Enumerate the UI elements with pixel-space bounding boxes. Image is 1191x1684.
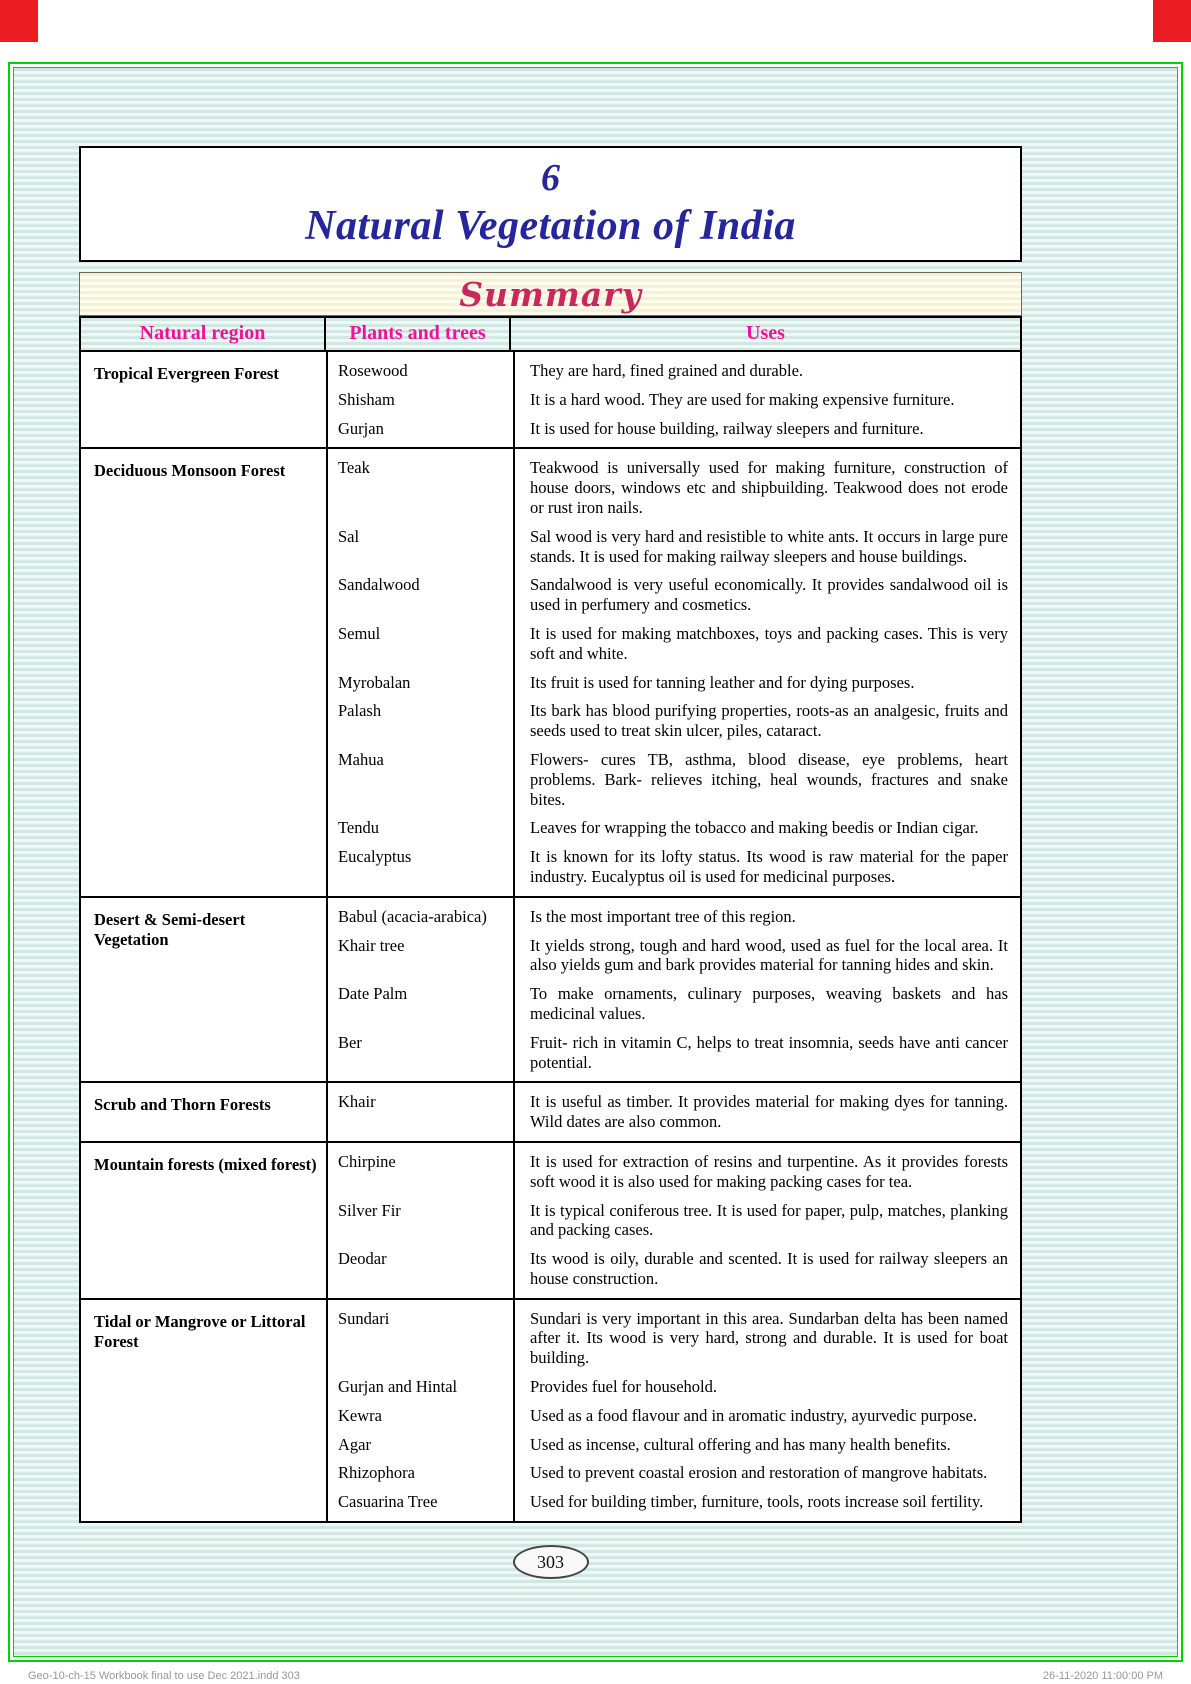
top-right-red-bar — [1153, 0, 1191, 42]
plant-use-subrows — [328, 352, 1020, 447]
plant-use-row — [328, 927, 1020, 976]
use-description: Sal wood is very hard and resistible to white ants. It occurs in large pure stands. It is used for making railway sleepers and house buildings. — [530, 526, 1008, 566]
region-group-row — [81, 1143, 1020, 1300]
vegetation-summary-table — [79, 316, 1022, 1523]
footer-left-text: Geo-10-ch-15 Workbook final to use Dec 2021.indd 303 — [28, 1670, 300, 1682]
green-page-frame — [8, 62, 1183, 1662]
plant-name: Semul — [338, 623, 381, 643]
region-group-row — [81, 898, 1020, 1084]
plant-name: Ber — [338, 1032, 362, 1052]
plant-use-row — [328, 1143, 1020, 1192]
use-description: Its bark has blood purifying properties, roots-as an analgesic, fruits and seeds used to treat skin ulcer, piles, cataract. — [530, 701, 1008, 741]
chapter-header-box — [79, 146, 1022, 262]
region-group-row — [81, 1083, 1020, 1143]
region-group-row — [81, 449, 1020, 897]
region-name: Desert & Semi-desert Vegetation — [81, 898, 328, 1082]
use-description: Sandalwood is very useful economically. It provides sandalwood oil is used in perfumery and cosmetics. — [530, 575, 1008, 615]
region-name: Scrub and Thorn Forests — [81, 1083, 328, 1141]
use-description: It is a hard wood. They are used for making expensive furniture. — [530, 389, 955, 409]
column-header-uses: Uses — [746, 322, 785, 344]
plant-name: Rosewood — [338, 361, 408, 380]
plant-use-row — [328, 809, 1020, 838]
plant-use-row — [328, 898, 1020, 927]
top-left-red-bar — [0, 0, 38, 42]
plant-name: Silver Fir — [338, 1200, 401, 1220]
plant-use-row — [328, 449, 1020, 517]
plant-name: Casuarina Tree — [338, 1492, 438, 1512]
plant-use-subrows — [328, 898, 1020, 1082]
plant-name: Myrobalan — [338, 672, 411, 692]
region-name: Tidal or Mangrove or Littoral Forest — [81, 1300, 328, 1521]
column-header-plants-and-trees: Plants and trees — [326, 318, 511, 350]
plant-use-row — [328, 518, 1020, 567]
use-description: It is used for house building, railway sleepers and furniture. — [530, 418, 924, 438]
plant-name: Gurjan and Hintal — [338, 1377, 458, 1397]
plant-use-row — [328, 352, 1020, 381]
plant-name: Date Palm — [338, 984, 408, 1004]
use-description: Used for building timber, furniture, tools, roots increase soil fertility. — [530, 1492, 984, 1512]
plant-name: Kewra — [338, 1405, 382, 1425]
plant-use-row — [328, 566, 1020, 615]
use-description: Used to prevent coastal erosion and restoration of mangrove habitats. — [530, 1463, 988, 1483]
use-description: Its fruit is used for tanning leather and for dying purposes. — [530, 672, 915, 692]
plant-name: Chirpine — [338, 1151, 396, 1171]
plant-use-row — [328, 1483, 1020, 1512]
use-description: They are hard, fined grained and durable. — [530, 361, 804, 380]
page-number: 303 — [537, 1551, 564, 1572]
table-body — [81, 352, 1020, 1521]
plant-use-row — [328, 975, 1020, 1024]
use-description: It is used for extraction of resins and turpentine. As it provides forests soft wood it is also used for making packing cases for tea. — [530, 1151, 1008, 1191]
use-description: Is the most important tree of this region. — [530, 906, 796, 926]
plant-use-row — [328, 1426, 1020, 1455]
use-description: Its wood is oily, durable and scented. It is used for railway sleepers an house construction. — [530, 1249, 1008, 1288]
plant-use-row — [328, 838, 1020, 887]
chapter-number: 6 — [541, 157, 560, 199]
plant-use-subrows — [328, 449, 1020, 895]
use-description: Provides fuel for household. — [530, 1377, 717, 1397]
plant-use-row — [328, 1397, 1020, 1426]
region-name: Mountain forests (mixed forest) — [81, 1143, 328, 1298]
plant-use-row — [328, 1083, 1020, 1132]
column-header-natural-region: Natural region — [81, 318, 326, 350]
use-description: It is typical coniferous tree. It is used for paper, pulp, matches, planking and packing cases. — [530, 1200, 1008, 1240]
plant-name: Sandalwood — [338, 575, 420, 595]
plant-use-subrows — [328, 1083, 1020, 1141]
plant-use-row — [328, 1240, 1020, 1289]
plant-use-row — [328, 1368, 1020, 1397]
use-description: Fruit- rich in vitamin C, helps to treat insomnia, seeds have anti cancer potential. — [530, 1032, 1008, 1072]
page-content — [79, 146, 1022, 1579]
table-header-row — [81, 318, 1020, 352]
page-title: Natural Vegetation of India — [305, 203, 796, 249]
plant-name: Sal — [338, 526, 360, 546]
plant-name: Gurjan — [338, 418, 384, 438]
plant-name: Palash — [338, 701, 382, 721]
use-description: Sundari is very important in this area. Sundarban delta has been named after it. Its wood is very hard, strong and durable. It is used for boat building. — [530, 1308, 1008, 1368]
plant-name: Eucalyptus — [338, 847, 412, 867]
plant-use-subrows — [328, 1143, 1020, 1298]
use-description: It yields strong, tough and hard wood, used as fuel for the local area. It also yields gum and bark provides material for tanning hides and skin. — [530, 935, 1008, 975]
plant-name: Khair tree — [338, 935, 405, 955]
plant-name: Teak — [338, 458, 370, 478]
use-description: It is useful as timber. It provides material for making dyes for tanning. Wild dates are also common. — [530, 1092, 1008, 1132]
plant-name: Tendu — [338, 818, 380, 838]
plant-use-row — [328, 1024, 1020, 1073]
page-number-badge — [513, 1545, 589, 1579]
summary-heading-bar — [79, 272, 1022, 316]
plant-name: Sundari — [338, 1308, 390, 1328]
plant-name: Shisham — [338, 389, 395, 409]
use-description: It is used for making matchboxes, toys and packing cases. This is very soft and white. — [530, 623, 1008, 663]
plant-use-row — [328, 664, 1020, 693]
use-description: Used as a food flavour and in aromatic industry, ayurvedic purpose. — [530, 1405, 978, 1425]
use-description: Used as incense, cultural offering and has many health benefits. — [530, 1434, 951, 1454]
plant-use-row — [328, 1192, 1020, 1241]
plant-name: Rhizophora — [338, 1463, 415, 1483]
region-name: Deciduous Monsoon Forest — [81, 449, 328, 895]
region-name: Tropical Evergreen Forest — [81, 352, 328, 447]
plant-use-row — [328, 615, 1020, 664]
use-description: Flowers- cures TB, asthma, blood disease, eye problems, heart problems. Bark- relieves itching, heal wounds, fractures and snake bites. — [530, 749, 1008, 809]
plant-name: Babul (acacia-arabica) — [338, 906, 487, 926]
region-group-row — [81, 352, 1020, 449]
plant-use-row — [328, 381, 1020, 410]
plant-use-row — [328, 410, 1020, 439]
plant-use-subrows — [328, 1300, 1020, 1521]
plant-name: Agar — [338, 1434, 371, 1454]
striped-page-background — [13, 67, 1178, 1657]
print-proof-footer — [28, 1670, 1163, 1682]
plant-name: Khair — [338, 1092, 376, 1112]
region-group-row — [81, 1300, 1020, 1521]
plant-name: Mahua — [338, 749, 384, 769]
plant-use-row — [328, 1300, 1020, 1368]
use-description: It is known for its lofty status. Its wood is raw material for the paper industry. Eucalyptus oil is used for medicinal purposes. — [530, 847, 1008, 886]
plant-use-row — [328, 741, 1020, 809]
plant-use-row — [328, 692, 1020, 741]
plant-name: Deodar — [338, 1249, 387, 1269]
plant-use-row — [328, 1454, 1020, 1483]
use-description: To make ornaments, culinary purposes, weaving baskets and has medicinal values. — [530, 984, 1008, 1023]
use-description: Leaves for wrapping the tobacco and making beedis or Indian cigar. — [530, 818, 979, 838]
footer-right-text: 26-11-2020 11:00:00 PM — [1042, 1670, 1163, 1682]
use-description: Teakwood is universally used for making furniture, construction of house doors, windows etc and shipbuilding. Teakwood does not erode or rust iron nails. — [530, 458, 1008, 517]
summary-label: Summary — [459, 274, 642, 314]
